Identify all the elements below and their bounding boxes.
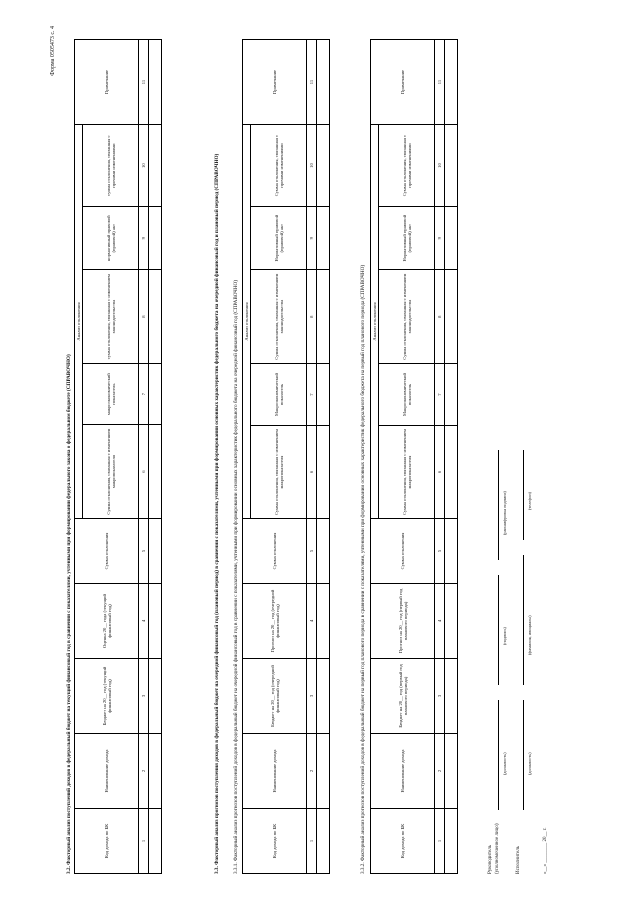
header-cell: Примечание xyxy=(75,40,139,125)
section-3-3-title: 3.3. Факторный анализ прогнозов поступления доходов в федеральный бюджет на очередной финансовый год (плановый период) в сравнении с показателями, учтенными при формировании основных характеристик федерального бюджета на очередной финансовый год и плановый период (СПРАВОЧНО) xyxy=(214,153,220,874)
signature-line xyxy=(498,450,499,560)
col-num: 5 xyxy=(307,519,317,584)
header-cell: Нормативный правовой (правовой) акт xyxy=(379,207,435,270)
header-cell: Сумма отклонения, связанная с изменением законодательства xyxy=(379,270,435,364)
col-num: 11 xyxy=(435,40,445,125)
header-cell: Бюджет на 20__ год (очередной финансовый год) xyxy=(243,659,307,734)
header-cell: Сумма отклонения, связанная с изменением макропоказателя xyxy=(251,426,307,519)
position-caption: (должность) xyxy=(502,752,507,775)
col-num: 6 xyxy=(435,426,445,519)
col-num: 3 xyxy=(139,659,149,734)
decode-caption: (расшифровка подписи) xyxy=(502,491,507,535)
col-num: 1 xyxy=(139,809,149,874)
position-caption: (должность) xyxy=(527,752,532,775)
col-num: 2 xyxy=(307,734,317,809)
signature-caption: (подпись) xyxy=(502,627,507,645)
col-num: 1 xyxy=(307,809,317,874)
document-page xyxy=(28,20,628,880)
header-cell: Примечание xyxy=(243,40,307,125)
col-num: 6 xyxy=(307,426,317,519)
signature-line xyxy=(523,700,524,810)
table-3-3-2 xyxy=(370,39,458,874)
form-number: Форма 0505473 с. 4 xyxy=(50,26,56,76)
signature-line xyxy=(523,450,524,540)
col-num: 8 xyxy=(435,270,445,364)
header-cell: Оценка 20__ года (текущий финансовый год) xyxy=(75,584,139,659)
header-cell: Макроэкономический показатель xyxy=(251,364,307,426)
col-num: 2 xyxy=(435,734,445,809)
table-row xyxy=(317,40,330,874)
header-cell: Сумма отклонения, связанная с прочими изменениями xyxy=(379,125,435,207)
header-cell: Сумма отклонения, связанная с изменением законодательства xyxy=(251,270,307,364)
group-header: Анализ отклонения xyxy=(371,125,379,519)
header-cell: Код дохода по БК xyxy=(243,809,307,874)
col-num: 3 xyxy=(435,659,445,734)
col-num: 9 xyxy=(139,207,149,270)
col-num: 7 xyxy=(139,364,149,425)
table-3-3-1 xyxy=(242,39,330,874)
header-cell: сумма отклонения, связанная с прочими изменениями xyxy=(83,125,139,207)
header-cell: Код дохода по БК xyxy=(75,809,139,874)
col-num: 9 xyxy=(435,207,445,270)
section-3-2-title: 3.2. Факторный анализ поступлений доходов в федеральный бюджет на текущий финансовый год в сравнении с показателями, учтенными при формировании федерального закона о федеральном бюджете (СПРАВОЧНО) xyxy=(66,354,72,874)
col-num: 4 xyxy=(139,584,149,659)
section-3-3-2-title: 3.3.2. Факторный анализ прогнозов поступлений доходов в федеральный бюджет на первый год планового периода в сравнении с показателями, учтенными при формировании основных характеристик федерального бюджета на первый год планового периода (СПРАВОЧНО) xyxy=(360,264,366,874)
head-label: Руководитель xyxy=(488,844,493,874)
header-cell: Код дохода по БК xyxy=(371,809,435,874)
col-num: 7 xyxy=(307,364,317,426)
col-num: 5 xyxy=(435,519,445,584)
executor-label: Исполнитель xyxy=(516,846,521,874)
fio-caption: (фамилия, инициалы) xyxy=(527,615,532,655)
header-cell: Нормативный правовой (правовой) акт xyxy=(251,207,307,270)
header-cell: Прогноз на 20__ год (первый год планового периода) xyxy=(371,584,435,659)
header-cell: Наименование дохода xyxy=(371,734,435,809)
header-cell: Прогноз на 20__ год (очередной финансовый год) xyxy=(243,584,307,659)
table-row xyxy=(445,40,458,874)
phone-caption: (телефон) xyxy=(527,492,532,510)
header-cell: Наименование дохода xyxy=(75,734,139,809)
header-cell: Сумма отклонения, связанная с прочими изменениями xyxy=(251,125,307,207)
col-num: 11 xyxy=(139,40,149,125)
col-num: 9 xyxy=(307,207,317,270)
table-3-2 xyxy=(74,39,162,874)
header-cell: Сумма отклонения, связанная с изменением макропоказателя xyxy=(83,425,139,519)
header-cell: сумма отклонения, связанная с изменением законодательства xyxy=(83,270,139,364)
col-num: 8 xyxy=(307,270,317,364)
header-cell: Бюджет на 20__ год (текущий финансовый год) xyxy=(75,659,139,734)
group-header: Анализ отклонения xyxy=(243,125,251,519)
col-num: 3 xyxy=(307,659,317,734)
signature-line xyxy=(498,700,499,810)
col-num: 6 xyxy=(139,425,149,519)
signature-line xyxy=(523,555,524,685)
header-cell: макроэкономический показатель xyxy=(83,364,139,425)
col-num: 4 xyxy=(307,584,317,659)
col-num: 1 xyxy=(435,809,445,874)
header-cell: Сумма отклонения xyxy=(75,519,139,584)
section-3-3-1-title: 3.3.1. Факторный анализ прогнозов поступлений доходов в федеральный бюджет на очередной финансовый год в сравнении с показателями, учтенными при формировании основных характеристик федерального бюджета на очередной финансовый год (СПРАВОЧНО) xyxy=(233,280,239,874)
header-cell: Бюджет на 20__ год (первый год планового периода) xyxy=(371,659,435,734)
header-cell: нормативный правовой (правовой) акт xyxy=(83,207,139,270)
header-cell: Наименование дохода xyxy=(243,734,307,809)
col-num: 2 xyxy=(139,734,149,809)
col-num: 5 xyxy=(139,519,149,584)
header-cell: Сумма отклонения, связанная с изменением макропоказателя xyxy=(379,426,435,519)
header-cell: Примечание xyxy=(371,40,435,125)
col-num: 10 xyxy=(139,125,149,207)
col-num: 7 xyxy=(435,364,445,426)
header-cell: Макроэкономический показатель xyxy=(379,364,435,426)
table-row xyxy=(149,40,162,874)
col-num: 11 xyxy=(307,40,317,125)
col-num: 10 xyxy=(435,125,445,207)
signature-line xyxy=(498,575,499,685)
header-cell: Сумма отклонения xyxy=(371,519,435,584)
head-label-2: (уполномоченное лицо) xyxy=(495,823,500,874)
group-header: Анализ отклонения xyxy=(75,125,83,519)
col-num: 8 xyxy=(139,270,149,364)
col-num: 10 xyxy=(307,125,317,207)
date-field: «__» ________ 20__ г. xyxy=(543,827,548,874)
header-cell: Сумма отклонения xyxy=(243,519,307,584)
col-num: 4 xyxy=(435,584,445,659)
